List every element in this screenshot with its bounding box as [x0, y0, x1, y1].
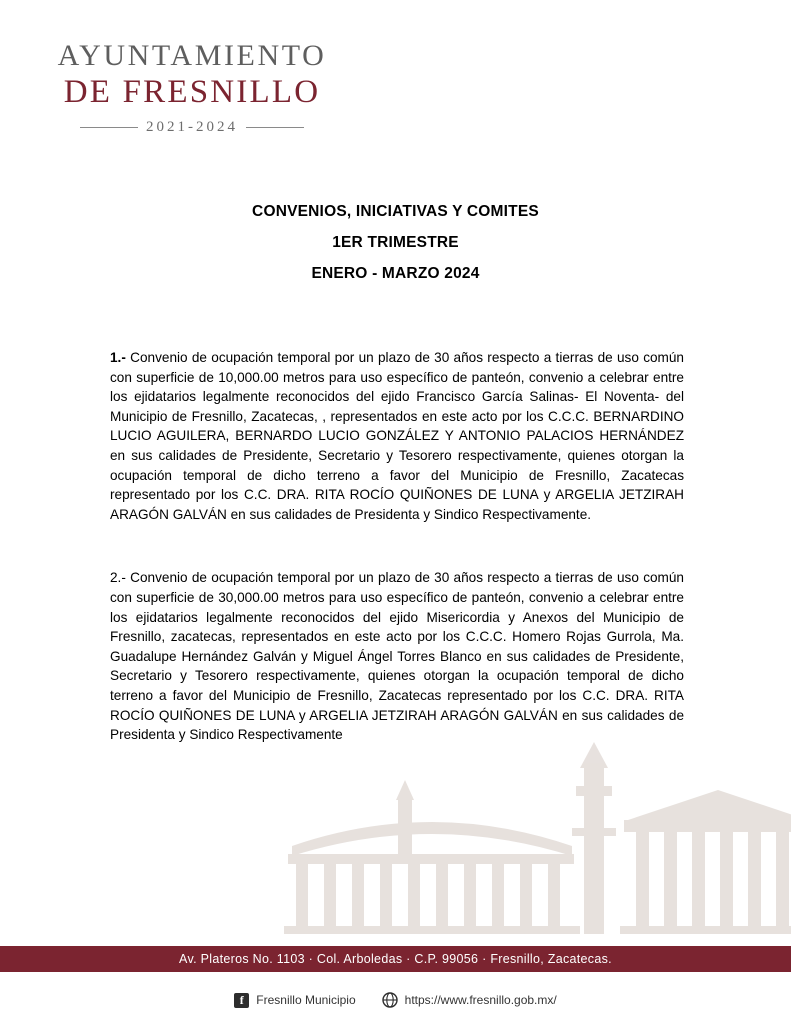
globe-icon [382, 992, 398, 1008]
title-line-2: 1ER TRIMESTRE [332, 234, 459, 251]
footer-facebook[interactable] [234, 993, 355, 1008]
logo-line-ayuntamiento: AYUNTAMIENTO [57, 39, 327, 72]
footer-facebook-label: Fresnillo Municipio [256, 993, 356, 1007]
paragraph-number: 1.- [110, 350, 126, 365]
document-title [0, 196, 791, 289]
footer-social-row [0, 992, 791, 1008]
paragraph-item [110, 568, 684, 744]
document-body [110, 348, 684, 789]
paragraph-item [110, 348, 684, 524]
logo-rule-right [246, 127, 304, 128]
logo-years-row [42, 119, 342, 136]
footer-website-label: https://www.fresnillo.gob.mx/ [404, 993, 557, 1007]
paragraph-number: 2.- [110, 570, 126, 586]
title-line-1: CONVENIOS, INICIATIVAS Y COMITES [252, 203, 539, 220]
paragraph-text: Convenio de ocupación temporal por un plazo de 30 años respecto a tierras de uso común con superficie de 10,000.00 metros para uso específico de panteón, convenio a celebrar entre los ejidatarios legalmente reconocidos del ejido Francisco García Salinas- El Noventa- del Municipio de Fresnillo, Zacatecas, , representados en este acto por los C.C.C. BERNARDINO LUCIO AGUILERA, BERNARDO LUCIO GONZÁLEZ Y ANTONIO PALACIOS HERNÁNDEZ en sus calidades de Presidente, Secretario y Tesorero respectivamente, quienes otorgan la ocupación temporal de dicho terreno a favor del Municipio de Fresnillo, Zacatecas representado por los C.C. DRA. RITA ROCÍO QUIÑONES DE LUNA y ARGELIA JETZIRAH ARAGÓN GALVÁN en sus calidades de Presidenta y Sindico Respectivamente. [110, 350, 684, 522]
footer-website[interactable] [382, 992, 557, 1008]
footer-address-text: Av. Plateros No. 1103 · Col. Arboledas · C.P. 99056 · Fresnillo, Zacatecas. [179, 952, 612, 966]
footer-address-bar [0, 946, 791, 972]
paragraph-text: Convenio de ocupación temporal por un plazo de 30 años respecto a tierras de uso común con superficie de 30,000.00 metros para uso específico de panteón, convenio a celebrar entre los ejidatarios legalmente reconocidos del ejido Misericordia y Anexos del Municipio de Fresnillo, zacatecas, representados en este acto por los C.C.C. Homero Rojas Gurrola, Ma. Guadalupe Hernández Galván y Miguel Ángel Torres Blanco en sus calidades de Presidente, Secretario y Tesorero respectivamente, quienes otorgan la ocupación temporal de dicho terreno a favor del Municipio de Fresnillo, Zacatecas representado por los C.C. DRA. RITA ROCÍO QUIÑONES DE LUNA y ARGELIA JETZIRAH ARAGÓN GALVÁN en sus calidades de Presidenta y Sindico Respectivamente [110, 570, 684, 743]
facebook-icon: f [234, 993, 249, 1008]
logo-line-de-fresnillo: DE FRESNILLO [63, 73, 321, 110]
title-line-3: ENERO - MARZO 2024 [311, 265, 480, 282]
logo-years: 2021-2024 [146, 119, 238, 136]
municipality-logo [42, 40, 342, 136]
logo-rule-left [80, 127, 138, 128]
